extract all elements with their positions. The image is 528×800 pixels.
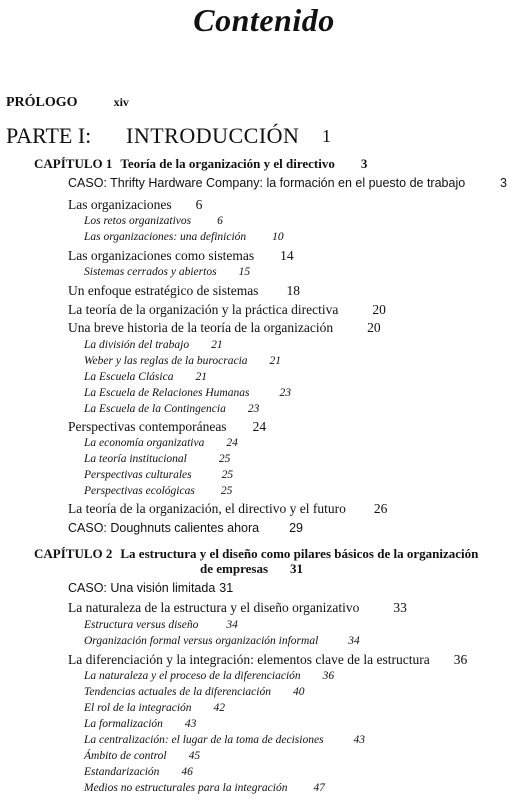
toc-entry: La teoría de la organización, el directivo y el futuro 26 xyxy=(68,501,388,516)
toc-subentry: La naturaleza y el proceso de la diferenciación 36 xyxy=(84,670,335,682)
prologo-label: PRÓLOGO xyxy=(6,95,78,110)
toc-subentry: Organización formal versus organización informal 34 xyxy=(84,635,360,647)
parte-page: 1 xyxy=(322,126,331,146)
toc-subentry: La economía organizativa 24 xyxy=(84,437,238,449)
parte-label: PARTE I: xyxy=(6,123,92,148)
toc-chapter-2 xyxy=(34,546,478,562)
toc-subentry: Ámbito de control 45 xyxy=(84,750,201,762)
toc-subentry: La Escuela Clásica 21 xyxy=(84,371,207,383)
toc-entry: Las organizaciones 6 xyxy=(68,197,203,212)
chapter-title: La estructura y el diseño como pilares básicos de la organización xyxy=(120,546,479,561)
toc-parte-1 xyxy=(6,123,331,149)
toc-entry: Perspectivas contemporáneas 24 xyxy=(68,419,267,434)
toc-subentry: La Escuela de la Contingencia 23 xyxy=(84,403,260,415)
toc-entry: Una breve historia de la teoría de la organización 20 xyxy=(68,320,381,335)
toc-subentry: Tendencias actuales de la diferenciación 40 xyxy=(84,686,305,698)
toc-entry: La teoría de la organización y la práctica directiva 20 xyxy=(68,302,386,317)
toc-subentry: La centralización: el lugar de la toma de decisiones 43 xyxy=(84,734,366,746)
page-title: Contenido xyxy=(193,2,335,38)
toc-case: CASO: Una visión limitada 31 xyxy=(68,581,234,595)
toc-subentry: Sistemas cerrados y abiertos 15 xyxy=(84,266,251,278)
toc-subentry: Las organizaciones: una definición 10 xyxy=(84,231,284,243)
toc-subentry: Perspectivas culturales 25 xyxy=(84,469,234,481)
toc-subentry: Estructura versus diseño 34 xyxy=(84,619,238,631)
toc-chapter-2-cont xyxy=(200,561,303,577)
chapter-title: Teoría de la organización y el directivo xyxy=(120,156,335,171)
toc-subentry: Los retos organizativos 6 xyxy=(84,215,223,227)
toc-subentry: Weber y las reglas de la burocracia 21 xyxy=(84,355,282,367)
toc-case-page: 3 xyxy=(500,176,507,190)
toc-subentry: Medios no estructurales para la integración 47 xyxy=(84,782,325,794)
chapter-number: CAPÍTULO 2 xyxy=(34,546,113,561)
toc-subentry: Estandarización 46 xyxy=(84,766,193,778)
toc-subentry: El rol de la integración 42 xyxy=(84,702,226,714)
chapter-page: 31 xyxy=(290,561,304,576)
toc-entry: La naturaleza de la estructura y el diseño organizativo 33 xyxy=(68,600,407,615)
toc-subentry: La Escuela de Relaciones Humanas 23 xyxy=(84,387,291,399)
toc-prologo xyxy=(6,95,129,111)
chapter-number: CAPÍTULO 1 xyxy=(34,156,113,171)
toc-subentry: La teoría institucional 25 xyxy=(84,453,231,465)
toc-entry: Un enfoque estratégico de sistemas 18 xyxy=(68,283,300,298)
toc-subentry: Perspectivas ecológicas 25 xyxy=(84,485,233,497)
toc-case xyxy=(68,176,465,190)
toc-entry: La diferenciación y la integración: elementos clave de la estructura 36 xyxy=(68,652,468,667)
chapter-title-cont: de empresas xyxy=(200,561,269,576)
prologo-page: xiv xyxy=(113,95,129,109)
toc-subentry: La división del trabajo 21 xyxy=(84,339,223,351)
toc-case: CASO: Doughnuts calientes ahora 29 xyxy=(68,521,303,535)
toc-chapter-1 xyxy=(34,156,367,172)
case-text: CASO: Thrifty Hardware Company: la formación en el puesto de trabajo xyxy=(68,176,466,190)
parte-name: INTRODUCCIÓN xyxy=(126,123,300,148)
chapter-page: 3 xyxy=(360,156,368,171)
toc-entry: Las organizaciones como sistemas 14 xyxy=(68,248,294,263)
toc-subentry: La formalización 43 xyxy=(84,718,197,730)
